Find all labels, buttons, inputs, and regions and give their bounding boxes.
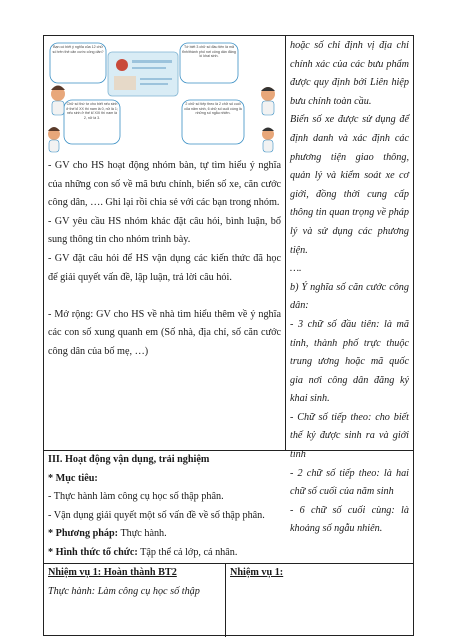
task-title: Nhiệm vụ 1: Hoàn thành BT2 xyxy=(48,567,177,578)
task-left-cell xyxy=(48,564,222,601)
paragraph: - 2 chữ số tiếp theo: là hai chữ số cuối của năm sinh xyxy=(290,467,409,498)
objectives-label: * Mục tiêu: xyxy=(48,472,98,484)
method-value: Thực hành. xyxy=(118,528,167,540)
paragraph: - GV yêu cầu HS nhóm khác đặt câu hỏi, bình luận, bổ sung thông tin cho nhóm trình bày. xyxy=(48,215,281,246)
speech-bubble-2: Tớ biết 3 chữ số đầu tiên là mã tỉnh/thành phố nơi công dân đăng kí khai sinh. xyxy=(182,45,236,59)
paragraph: …. xyxy=(290,263,302,275)
objective-item: - Thực hành làm công cụ học số thập phân. xyxy=(48,491,224,503)
task-right-title: Nhiệm vụ 1: xyxy=(230,567,284,578)
paragraph: - GV đặt câu hỏi để HS vận dụng các kiến thức đã học để giải quyết vấn đề, lập luận, trả lời câu hỏi. xyxy=(48,252,281,283)
section-title: III. Hoạt động vận dụng, trải nghiệm xyxy=(48,454,210,465)
column-divider xyxy=(225,563,226,637)
method-label: * Phương pháp: xyxy=(48,528,119,540)
lesson-table xyxy=(43,35,414,636)
paragraph: - 3 chữ số đầu tiên: là mã tỉnh, thành phố trực thuộc trung ương hoặc mã quốc gia nơi công dân đăng ký khai sinh. xyxy=(290,318,409,405)
paragraph: - 6 chữ số cuối cùng: là khoảng số ngẫu nhiên. xyxy=(290,504,409,535)
org-label: * Hình thức tổ chức: xyxy=(48,546,138,558)
speech-bubble-4: 2 chữ số tiếp theo là 2 chữ số cuối của năm sinh, 6 chữ số cuối cùng là những số ngẫu nhiên. xyxy=(184,102,242,116)
task-description: Thực hành: Làm công cụ học số thập xyxy=(48,585,200,597)
speech-bubble-1: Bạn có biết ý nghĩa của 12 chữ số trên thẻ căn cước công dân? xyxy=(52,45,104,54)
left-column-text xyxy=(48,157,281,362)
paragraph: - GV cho HS hoạt động nhóm bàn, tự tìm hiểu ý nghĩa của những con số về mã bưu chính, biển số xe, căn cước công dân, …. Ghi lại rồi chia sẻ với các bạn trong nhóm. xyxy=(48,160,281,209)
paragraph: hoặc số chỉ định vị địa chỉ chính xác của các bưu phẩm được quy định bởi Liên hiệp bưu chính toàn cầu. xyxy=(290,40,409,107)
paragraph: Biển số xe được sử dụng để định danh và xác định các phương tiện giao thông, quản lý và kiểm soát xe cơ giới, đồng thời cung cấp thông tin quan trọng về pháp lý và sử dụng các phương tiện. xyxy=(290,114,409,256)
paragraph: - Mở rộng: GV cho HS về nhà tìm hiểu thêm về ý nghĩa các con số xung quanh em (Số nhà, địa chỉ, số căn cước công dân của bố mẹ, …) xyxy=(48,308,281,357)
column-divider xyxy=(285,36,286,450)
task-right-cell xyxy=(230,564,410,583)
id-card-illustration xyxy=(46,38,283,156)
objective-item: - Vận dụng giải quyết một số vấn đề về số thập phân. xyxy=(48,509,265,521)
paragraph: b) Ý nghĩa số căn cước công dân: xyxy=(290,281,409,312)
paragraph: - Chữ số tiếp theo: cho biết thế kỷ được sinh ra và giới tính xyxy=(290,411,409,461)
section-iii xyxy=(48,451,408,563)
speech-bubble-3: Chữ số thứ tư cho biết nếu sinh ở thế kỉ XX thì nam là 0, nữ là 1; nếu sinh ở thế kỉ XXI thì nam là 2, nữ là 3. xyxy=(66,102,118,120)
org-value: Tập thể cả lớp, cá nhân. xyxy=(137,546,238,558)
